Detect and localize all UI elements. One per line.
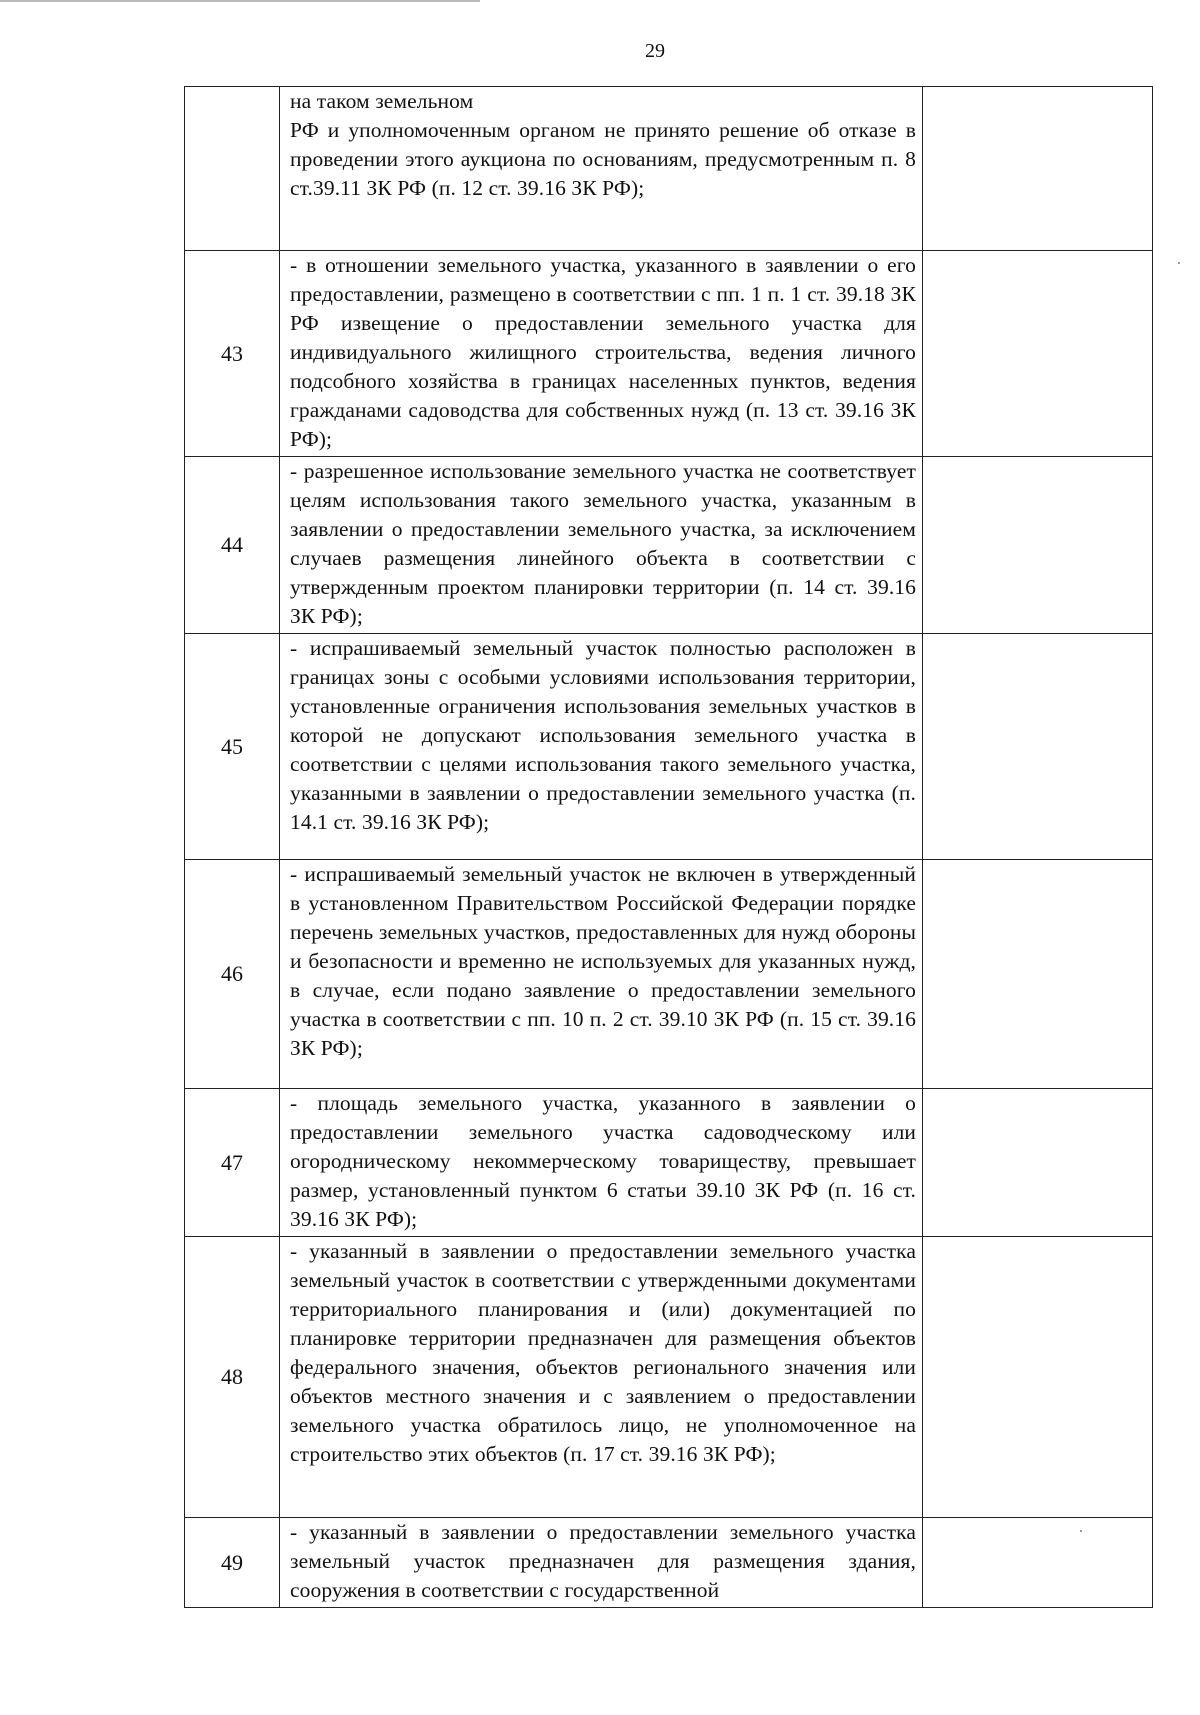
remarks-cell <box>923 1518 1153 1608</box>
row-text-line: - испрашиваемый земельный участок полностью расположен в границах зоны с особыми условиями использования территории, установленные ограничения использования земельных участков в которой не допускают использования земельного участка в соответствии с целями использования такого земельного участка, указанными в заявлении о предоставлении земельного участка (п. 14.1 ст. 39.16 ЗК РФ); <box>290 636 916 834</box>
row-number-cell: 43 <box>185 251 280 457</box>
remarks-cell <box>923 1089 1153 1237</box>
table-row <box>185 860 1153 1089</box>
remarks-cell <box>923 251 1153 457</box>
remarks-cell <box>923 1237 1153 1518</box>
table-row <box>185 457 1153 634</box>
row-text-cell <box>280 457 923 634</box>
row-number-cell: 45 <box>185 634 280 860</box>
row-text-line: - указанный в заявлении о предоставлении земельного участка земельный участок в соответствии с утвержденными документами территориального планирования и (или) документацией по планировке территории предназначен для размещения объектов федерального значения, объектов регионального значения или объектов местного значения и с заявлением о предоставлении земельного участка обратилось лицо, не уполномоченное на строительство этих объектов (п. 17 ст. 39.16 ЗК РФ); <box>290 1239 916 1466</box>
table-body <box>185 87 1153 1608</box>
row-number-cell <box>185 87 280 251</box>
row-text-line: на таком земельном <box>290 89 474 113</box>
table-row <box>185 87 1153 251</box>
scan-edge-line <box>0 0 480 2</box>
row-number-cell: 47 <box>185 1089 280 1237</box>
row-number-cell: 48 <box>185 1237 280 1518</box>
row-text-line: - испрашиваемый земельный участок не включен в утвержденный в установленном Правительством Российской Федерации порядке перечень земельных участков, предоставленных для нужд обороны и безопасности и временно не используемых для указанных нужд, в случае, если подано заявление о предоставлении земельного участка в соответствии с пп. 10 п. 2 ст. 39.10 ЗК РФ (п. 15 ст. 39.16 ЗК РФ); <box>290 862 916 1060</box>
row-text-line: - разрешенное использование земельного участка не соответствует целям использования такого земельного участка, указанным в заявлении о предоставлении земельного участка, за исключением случаев размещения линейного объекта в соответствии с утвержденным проектом планировки территории (п. 14 ст. 39.16 ЗК РФ); <box>290 459 916 628</box>
remarks-cell <box>923 634 1153 860</box>
requirements-table <box>184 86 1153 1608</box>
row-text-cell <box>280 1237 923 1518</box>
remarks-cell <box>923 457 1153 634</box>
row-text-cell <box>280 87 923 251</box>
row-text-cell <box>280 1518 923 1608</box>
table-row <box>185 1089 1153 1237</box>
row-text-line: - в отношении земельного участка, указанного в заявлении о его предоставлении, размещено в соответствии с пп. 1 п. 1 ст. 39.18 ЗК РФ извещение о предоставлении земельного участка для индивидуального жилищного строительства, ведения личного подсобного хозяйства в границах населенных пунктов, ведения гражданами садоводства для собственных нужд (п. 13 ст. 39.16 ЗК РФ); <box>290 253 916 451</box>
table-row <box>185 251 1153 457</box>
row-text-line: - указанный в заявлении о предоставлении земельного участка земельный участок предназначен для размещения здания, сооружения в соответствии с государственной <box>290 1520 916 1602</box>
row-number-cell: 49 <box>185 1518 280 1608</box>
row-number-cell: 46 <box>185 860 280 1089</box>
row-text-cell <box>280 860 923 1089</box>
remarks-cell <box>923 87 1153 251</box>
row-text-cell <box>280 634 923 860</box>
remarks-cell <box>923 860 1153 1089</box>
table-row <box>185 634 1153 860</box>
row-text-cell <box>280 1089 923 1237</box>
row-number-cell: 44 <box>185 457 280 634</box>
table-row <box>185 1518 1153 1608</box>
table-row <box>185 1237 1153 1518</box>
row-text-line: РФ и уполномоченным органом не принято решение об отказе в проведении этого аукциона по основаниям, предусмотренным п. 8 ст.39.11 ЗК РФ (п. 12 ст. 39.16 ЗК РФ); <box>290 118 916 200</box>
row-text-line: - площадь земельного участка, указанного в заявлении о предоставлении земельного участка садоводческому или огородническому некоммерческому товариществу, превышает размер, установленный пунктом 6 статьи 39.10 ЗК РФ (п. 16 ст. 39.16 ЗК РФ); <box>290 1091 916 1231</box>
page-number: 29 <box>645 40 665 62</box>
scan-speck <box>1178 262 1180 264</box>
row-text-cell <box>280 251 923 457</box>
